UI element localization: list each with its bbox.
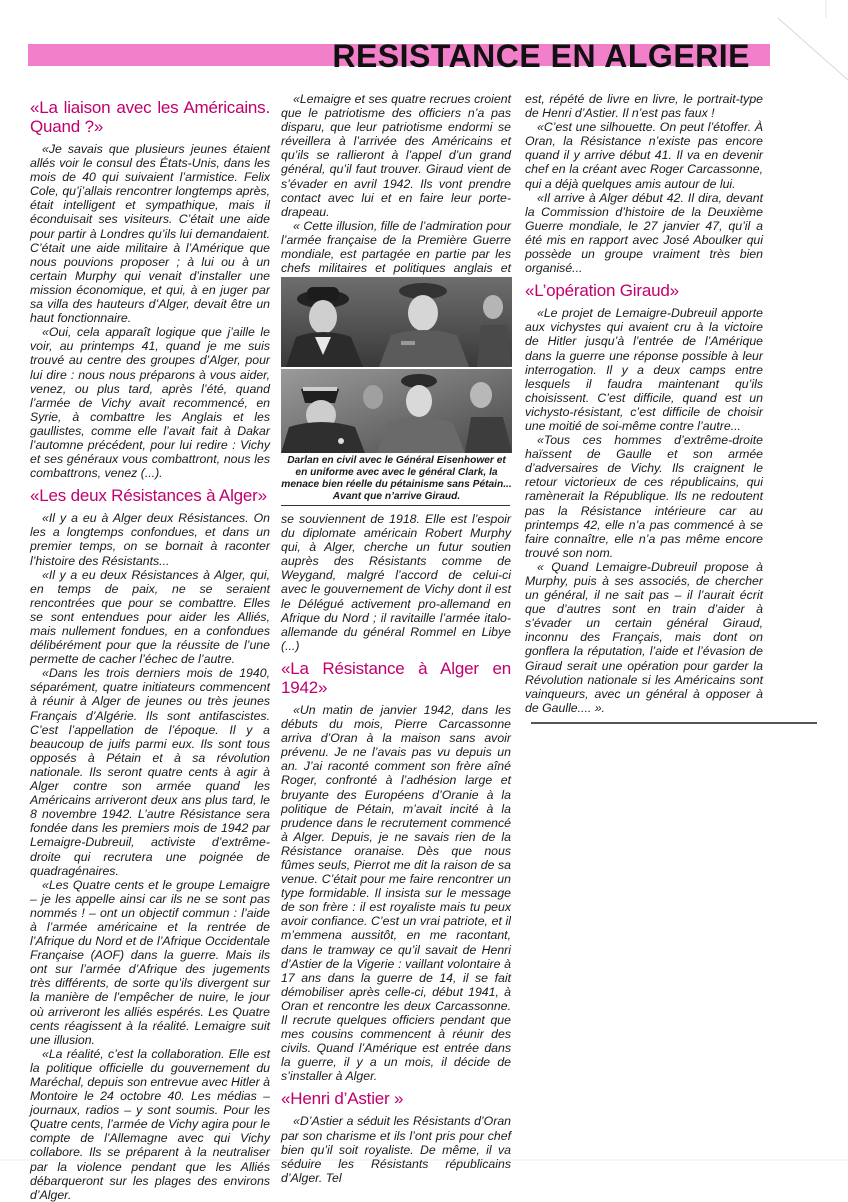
paragraph: «Tous ces hommes d’extrême-droite haïssent de Gaulle et son armée d’adversaires de Vichy. Ils craignent le retour victorieux de ces républicains, qui ramènerait la République. Ils ne redoutent pas la Résistance intérieure car au printemps 42, elle n’a pas commencé à se faire connaître, elle n’a pas même encore trouvé son nom. (525, 433, 763, 560)
paragraph: «La réalité, c’est la collaboration. Elle est la politique officielle du gouvernement du Maréchal, depuis son entrevue avec Hitler à Montoire le 24 octobre 40. Les médias – journaux, radios – y sont soumis. Pour les Quatre cents, l’armée de Vichy agira pour le compte de l’Allemagne avec qui Vichy collabore. Ils se préparent à la neutraliser par la violence pendant que les Alliés débarqueront sur les plages des environs d’Alger. (30, 1046, 270, 1202)
photo-caption: Darlan en civil avec le Général Eisenhower et en uniforme avec avec le général Clark, la menace bien réelle du pétainisme sans Pétain... Avant que n’arrive Giraud. (281, 455, 512, 502)
paragraph: se souviennent de 1918. Elle est l’espoir du diplomate américain Robert Murphy qui, à Alger, cherche un futur soutien auprès des Résistants comme de Weygand, malgré l’accord de celui-ci avec le gouvernement de Vichy dont il est le Délégué activement pro-allemand en Afrique du Nord ; il ravitaille l’armée italo-allemande du général Rommel en Libye (...) (281, 512, 511, 653)
photo-darlan-eisenhower (281, 277, 512, 367)
section-heading: «Henri d’Astier » (281, 1089, 404, 1109)
paragraph: «Je savais que plusieurs jeunes étaient allés voir le consul des États-Unis, dans les mois de 40 qui suivaient l’armistice. Felix Cole, qu’j’allais rencontrer longtemps après, était intelligent et sympathique, mais il éconduisait ses visiteurs. C’était une aide pour partir à Londres qu’ils lui demandaient. C’était une aide militaire à l’Amérique que nous pouvions proposer ; à lui ou à un certain Murphy qui venait d’installer une mission économique, et qui, à en juger par sa villa des hauteurs d’Alger, devait être un haut fonctionnaire. (30, 142, 270, 326)
paragraph: « Cette illusion, fille de l’admiration pour l’armée française de la Première Guerre mondiale, est partagée en partie par les chefs militaires et politiques anglais et (281, 218, 511, 276)
paragraph: «C’est une silhouette. On peut l’étoffer. À Oran, la Résistance n’existe pas encore quand il y arrive début 41. Il va en devenir chef en la créant avec Roger Carcassonne, qui a déjà quelques amis autour de lui. (525, 120, 763, 191)
paragraph: «Les Quatre cents et le groupe Lemaigre – je les appelle ainsi car ils ne se sont pas nommés ! – ont un objectif commun : l’aide à l’armée américaine et la rentrée de l’Afrique du Nord et de l’Afrique Occidentale Française (AOF) dans la guerre. Mais ils ont sur l’armée d’Afrique des jugements très différents, de sorte qu’ils divergent sur la manière de l’empêcher de nuire, le jour où arriveront les alliés espérés. Les Quatre cents réagissent à la réalité. Lemaigre suit une illusion. (30, 877, 270, 1047)
column-2-bottom (281, 512, 511, 1185)
paragraph: «Dans les trois derniers mois de 1940, séparément, quatre initiateurs commencent à réunir à Alger de jeunes ou très jeunes Français d’Algérie. Ils sont antifascistes. C’est l’appellation de l’époque. Il y a beaucoup de juifs parmi eux. Ils sont tous opposés à Pétain et à sa révolution nationale. Ils seront quatre cents à agir à Alger contre son armée quand les Américains arriveront deux ans plus tard, le 8 novembre 1942. L’autre Résistance sera fondée dans les premiers mois de 1942 par Lemaigre-Dubreuil, activiste d’extrême-droite qui recrutera une poignée de quadragénaires. (30, 666, 270, 878)
paragraph: «D’Astier a séduit les Résistants d’Oran par son charisme et ils l’ont pris pour chef bien qu’il soit royaliste. De même, il va séduire les Résistants républicains d’Alger. Tel (281, 1114, 511, 1185)
paragraph: « Quand Lemaigre-Dubreuil propose à Murphy, puis à ses associés, de chercher un général, il ne sait pas – il l’aurait écrit que d’autres sont en train d’aider à s’évader un certain général Giraud, inconnu des Français, mais dont on gonflera la réputation, l’aide et l’évasion de Giraud serait une opération pour garder la Révolution nationale si les Américains sont vainqueurs, avec un général à opposer à de Gaulle.... ». (525, 559, 763, 715)
section-heading: «La liaison avec les Américains. Quand ?» (30, 98, 270, 136)
paragraph: «Oui, cela apparaît logique que j’aille le voir, au printemps 41, quand je me suis trouvé au centre des groupes d’Alger, pour lui dire : nous nous préparons à vous aider, venez, ou plus tard, après l’été, quand l’armée de Vichy avait recommencé, en Syrie, à combattre les Anglais et les gaullistes, comme elle l’avait fait à Dakar l’automne précédent, pour lui redire : Vichy et ses généraux vous combattront, nous les combattrons, venez (...). (30, 325, 270, 481)
caption-divider (281, 505, 510, 506)
column-2-top (281, 92, 511, 289)
paragraph: «Lemaigre et ses quatre recrues croient que le patriotisme des officiers n’a pas disparu, que leur patriotisme endormi se réveillera à l’arrivée des Américains et qu’ils se rallieront à l’appel d’un grand général, qu’il faut trouver. Giraud vient de s’évader en avril 1942. Ils vont prendre contact avec lui et en faire leur porte-drapeau. (281, 92, 511, 219)
article-end-rule (531, 722, 817, 724)
column-3 (525, 92, 763, 715)
photo-montage (281, 277, 512, 453)
paragraph: «Il y a eu deux Résistances à Alger, qui, en temps de paix, ne se seraient rencontrées que pour se combattre. Elles se sont entendues pour aider les Alliés, mais nullement fondues, en a confondues délibérément pour que la réussite de l’une permette de cacher l’échec de l’autre. (30, 567, 270, 667)
paragraph: est, répété de livre en livre, le portrait-type de Henri d’Astier. Il n’est pas faux ! (525, 92, 763, 121)
page-title: RESISTANCE EN ALGERIE (332, 38, 750, 74)
section-heading: «L’opération Giraud» (525, 281, 679, 301)
paragraph: «Il arrive à Alger début 42. Il dira, devant la Commission d’histoire de la Deuxième Guerre mondiale, le 27 janvier 47, qu’il a été mis en rapport avec José Aboulker qui possède un groupe vraiment très bien organisé... (525, 190, 763, 276)
column-1 (30, 92, 270, 1202)
photo-darlan-clark (281, 369, 512, 453)
section-heading: «Les deux Résistances à Alger» (30, 486, 267, 506)
paragraph: «Un matin de janvier 1942, dans les débuts du mois, Pierre Carcassonne arriva d’Oran à la maison sans avoir prévenu. Je ne l’avais pas vu depuis un an. J’ai raconté comment son frère aîné Roger, confronté à l’adhésion large et bruyante des Européens d’Oranie à la politique de Pétain, m’avait incité à la prudence dans le recrutement commencé à Alger. Depuis, je ne savais rien de la Résistance oranaise. Dès que nous fûmes seuls, Pierrot me dit la raison de sa venue. C’était pour me faire rencontrer un type formidable. Il insista sur le message de son frère : il est royaliste mais tu peux avoir confiance. C’est un vrai patriote, et il m’emmena aussitôt, en me racontant, dans le tramway ce qu’il savait de Henri d’Astier de la Vigerie : vaillant volontaire à 17 ans dans la guerre de 14, il se fait démobiliser après celle-ci, début 1941, à Oran et rencontre les deux Carcassonne. Il recrute quelques officiers pendant que mes cousins commencent à réunir des civils. Quand l’Amérique est entrée dans la guerre, il y a un mois, il décide de s’installer à Alger. (281, 702, 511, 1084)
paragraph: «Il y a eu à Alger deux Résistances. On les a longtemps confondues, et dans un premier temps, on se bornait à raconter l’histoire des Résistants... (30, 511, 270, 568)
section-heading: «La Résistance à Alger en 1942» (281, 658, 511, 697)
paragraph: «Le projet de Lemaigre-Dubreuil apporte aux vichystes qui avaient cru à la victoire de Hitler jusqu’à l’entrée de l’Amérique dans la guerre une réponse possible à leur interrogation. Il y a deux camps entre lesquels il faudra maintenant qu’ils choisissent. C’est difficile, quand est un vichysto-résistant, c’est difficile de choisir une moitié de soi-même contre l’autre... (525, 306, 763, 433)
